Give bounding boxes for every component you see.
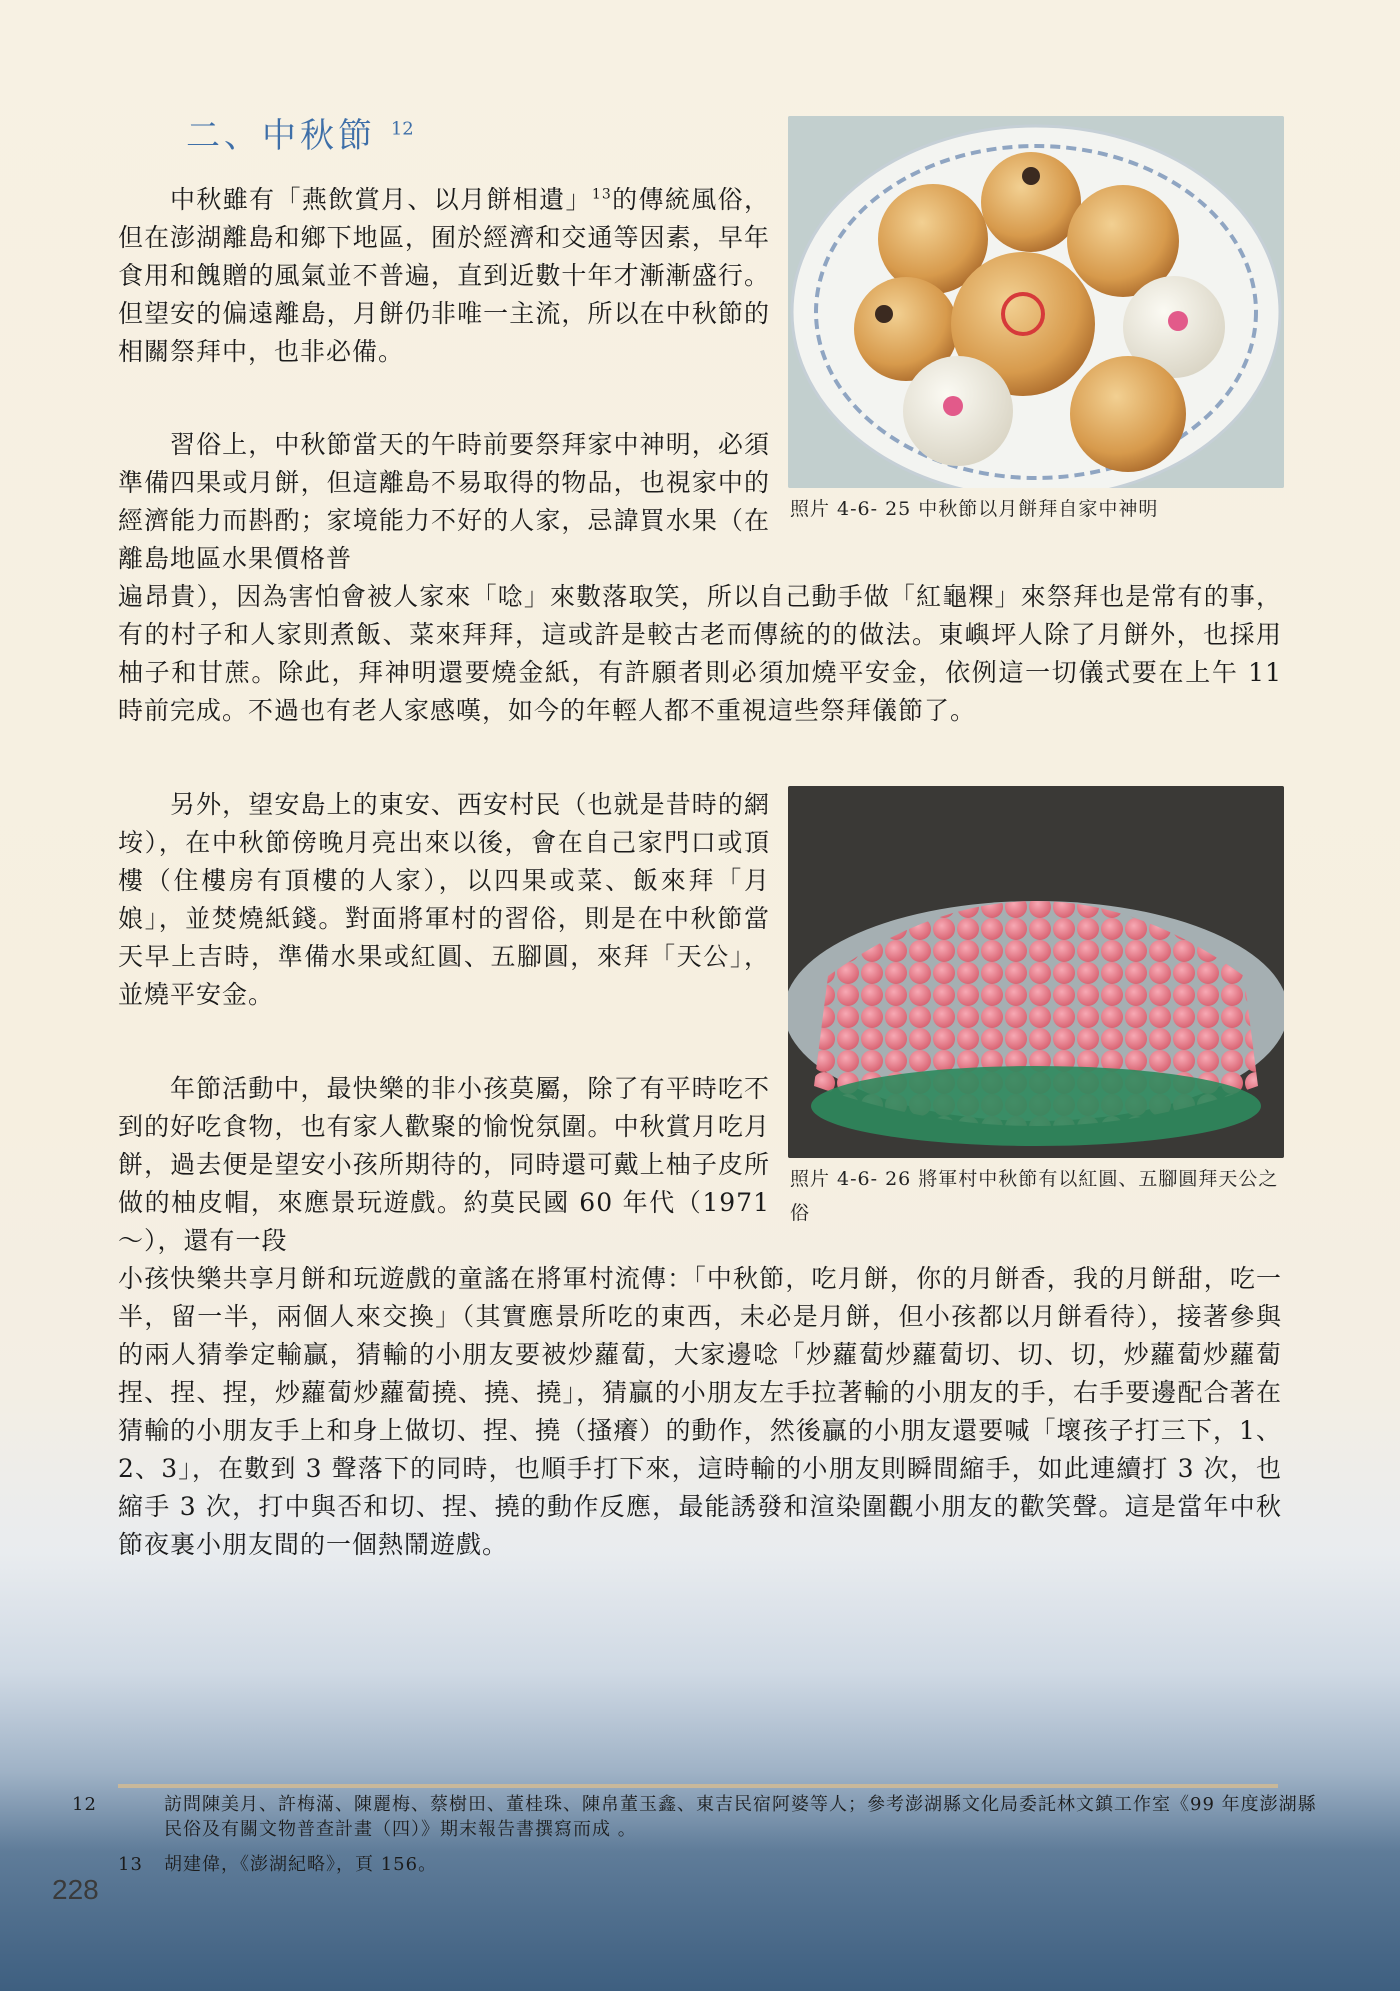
heading-footnote-ref: 12: [390, 118, 414, 140]
paragraph-4-narrow: 年節活動中，最快樂的非小孩莫屬，除了有平時吃不到的好吃食物，也有家人歡聚的愉悅氛圍。中秋賞月吃月餅，過去便是望安小孩所期待的，同時還可戴上柚子皮所做的柚皮帽，來應景玩遊戲。約莫民國 60 年代（1971～），還有一段: [118, 1074, 770, 1255]
footnote-divider: [118, 1784, 1278, 1788]
red-rice-balls-image: [788, 786, 1284, 1158]
footnote-ref-13: 13: [591, 186, 612, 203]
paragraph-1: 中秋雖有「燕飲賞月、以月餅相遺」$^{13}$的傳統風俗，但在澎湖離島和鄉下地區，囿於經濟和交通等因素，早年食用和餽贈的風氣並不普遍，直到近數十年才漸漸盛行。但望安的偏遠離島，月餅仍非唯一主流，所以在中秋節的相關祭拜中，也非必備。: [118, 185, 770, 366]
mooncake-plate-image: [788, 116, 1284, 488]
paragraph-2-wide: 遍昂貴），因為害怕會被人家來「唸」來數落取笑，所以自己動手做「紅龜粿」來祭拜也是常有的事，有的村子和人家則煮飯、菜來拜拜，這或許是較古老而傳統的的做法。東嶼坪人除了月餅外，也採用柚子和甘蔗。除此，拜神明還要燒金紙，有許願者則必須加燒平安金，依例這一切儀式要在上午 11 時前完成。不過也有老人家感嘆，如今的年輕人都不重視這些祭拜儀節了。: [118, 582, 1282, 725]
footnote-13: 13 胡建偉，《澎湖紀略》，頁 156。: [118, 1854, 438, 1875]
mooncake-photo: [788, 116, 1284, 488]
red-balls-photo: [788, 786, 1284, 1158]
section-heading: 二、中秋節 $^{12}$: [186, 116, 414, 156]
photo-caption-25: 照片 4-6- 25 中秋節以月餅拜自家中神明: [790, 498, 1159, 520]
paragraph-4-wide: 小孩快樂共享月餅和玩遊戲的童謠在將軍村流傳：「中秋節，吃月餅，你的月餅香，我的月餅甜，吃一半，留一半，兩個人來交換」（其實應景所吃的東西，未必是月餅，但小孩都以月餅看待），接著參與的兩人猜拳定輸贏，猜輸的小朋友要被炒蘿蔔，大家邊唸「炒蘿蔔炒蘿蔔切、切、切，炒蘿蔔炒蘿蔔捏、捏、捏，炒蘿蔔炒蘿蔔撓、撓、撓」，猜贏的小朋友左手拉著輸的小朋友的手，右手要邊配合著在猜輸的小朋友手上和身上做切、捏、撓（搔癢）的動作，然後贏的小朋友還要喊「壞孩子打三下，1、2、3」，在數到 3 聲落下的同時，也順手打下來，這時輸的小朋友則瞬間縮手，如此連續打 3 次，也縮手 3 次，打中與否和切、捏、撓的動作反應，最能誘發和渲染圍觀小朋友的歡笑聲。這是當年中秋節夜裏小朋友間的一個熱鬧遊戲。: [118, 1264, 1282, 1559]
paragraph-3: 另外，望安島上的東安、西安村民（也就是昔時的網垵），在中秋節傍晚月亮出來以後，會在自己家門口或頂樓（住樓房有頂樓的人家），以四果或菜、飯來拜「月娘」，並焚燒紙錢。對面將軍村的習俗，則是在中秋節當天早上吉時，準備水果或紅圓、五腳圓，來拜「天公」，並燒平安金。: [118, 790, 770, 1009]
page-number: 228: [52, 1874, 99, 1905]
footnote-12: 12 訪問陳美月、許梅滿、陳麗梅、蔡樹田、董桂珠、陳帛董玉鑫、東吉民宿阿婆等人；參考澎湖縣文化局委託林文鎮工作室《99 年度澎湖縣民俗及有關文物普查計畫（四）》期末報告書撰寫而成 。: [72, 1794, 1317, 1840]
paragraph-2-narrow: 習俗上，中秋節當天的午時前要祭拜家中神明，必須準備四果或月餅，但這離島不易取得的物品，也視家中的經濟能力而斟酌；家境能力不好的人家，忌諱買水果（在離島地區水果價格普: [118, 430, 770, 573]
photo-caption-26: 照片 4-6- 26 將軍村中秋節有以紅圓、五腳圓拜天公之俗: [790, 1168, 1279, 1224]
